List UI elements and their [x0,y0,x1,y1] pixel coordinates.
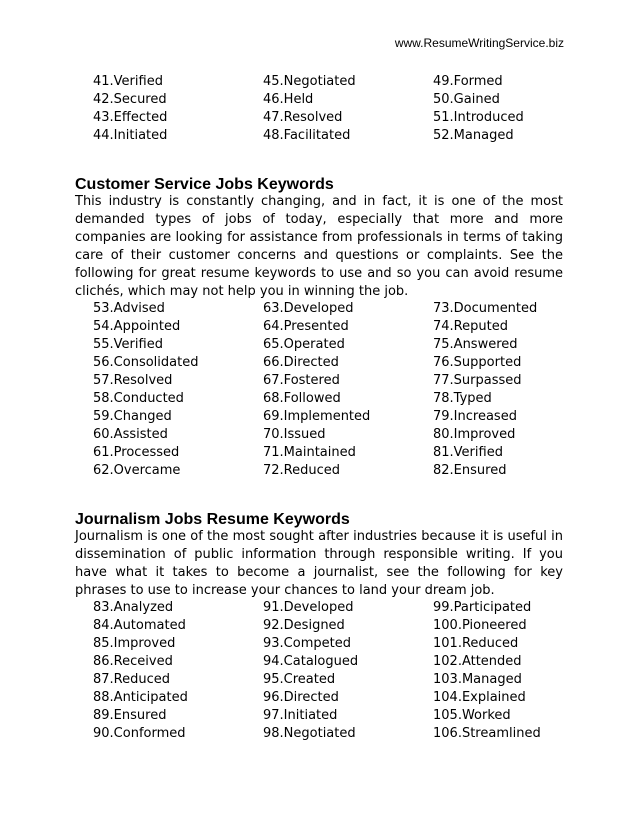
keyword-row [75,635,565,653]
keyword-item: 52.Managed [433,128,514,143]
keyword-list-top [75,73,565,145]
keyword-item: 103.Managed [433,672,522,687]
keyword-row [75,336,565,354]
keyword-item: 73.Documented [433,301,538,316]
keyword-item: 67.Fostered [263,373,340,388]
keyword-item: 48.Facilitated [263,128,351,143]
keyword-item: 74.Reputed [433,319,508,334]
keyword-row [75,707,565,725]
keyword-row [75,599,565,617]
keyword-item: 95.Created [263,672,336,687]
keyword-item: 44.Initiated [93,128,168,143]
keyword-item: 72.Reduced [263,463,341,478]
keyword-row [75,300,565,318]
keyword-item: 99.Participated [433,600,532,615]
keyword-row [75,354,565,372]
keyword-item: 46.Held [263,92,314,107]
keyword-item: 70.Issued [263,427,326,442]
keyword-item: 98.Negotiated [263,726,356,741]
keyword-item: 91.Developed [263,600,354,615]
keyword-row [75,318,565,336]
keyword-item: 60.Assisted [93,427,168,442]
keyword-row [75,653,565,671]
keyword-item: 100.Pioneered [433,618,527,633]
keyword-item: 41.Verified [93,74,163,89]
keyword-item: 75.Answered [433,337,518,352]
keyword-item: 55.Verified [93,337,163,352]
journalism-keyword-list [75,599,565,743]
keyword-item: 69.Implemented [263,409,371,424]
customer-service-body: This industry is constantly changing, and in fact, it is one of the most demanded types of jobs of today, especially that more and more companies are looking for assistance from professionals in terms of taking care of their customer concerns and questions or complaints. See the following for great resume keywords to use and so you can avoid resume clichés, which may not help you in winning the job. [75,194,563,299]
keyword-item: 62.Overcame [93,463,181,478]
keyword-item: 71.Maintained [263,445,356,460]
keyword-row [75,689,565,707]
keyword-item: 49.Formed [433,74,503,89]
keyword-item: 61.Processed [93,445,180,460]
keyword-row [75,127,565,145]
keyword-item: 51.Introduced [433,110,524,125]
keyword-item: 94.Catalogued [263,654,359,669]
keyword-item: 80.Improved [433,427,516,442]
keyword-row [75,372,565,390]
keyword-item: 85.Improved [93,636,176,651]
journalism-body: Journalism is one of the most sought after industries because it is useful in dissemination of public information through responsible writing. If you have what it takes to become a journalist, see the following for key phrases to use to increase your chances to land your dream job. [75,529,563,598]
keyword-item: 50.Gained [433,92,500,107]
customer-service-title: Customer Service Jobs Keywords [75,176,334,193]
keyword-item: 89.Ensured [93,708,167,723]
journalism-title: Journalism Jobs Resume Keywords [75,511,350,528]
keyword-row [75,444,565,462]
keyword-item: 84.Automated [93,618,186,633]
keyword-item: 79.Increased [433,409,517,424]
keyword-item: 57.Resolved [93,373,173,388]
keyword-item: 90.Conformed [93,726,186,741]
keyword-item: 97.Initiated [263,708,338,723]
keyword-item: 106.Streamlined [433,726,541,741]
keyword-row [75,408,565,426]
keyword-item: 66.Directed [263,355,339,370]
keyword-item: 82.Ensured [433,463,507,478]
keyword-item: 54.Appointed [93,319,181,334]
keyword-row [75,390,565,408]
keyword-item: 78.Typed [433,391,492,406]
keyword-row [75,109,565,127]
keyword-item: 59.Changed [93,409,172,424]
keyword-item: 101.Reduced [433,636,519,651]
keyword-item: 86.Received [93,654,173,669]
keyword-item: 77.Surpassed [433,373,522,388]
keyword-item: 47.Resolved [263,110,343,125]
keyword-item: 87.Reduced [93,672,171,687]
keyword-item: 96.Directed [263,690,339,705]
keyword-row [75,725,565,743]
keyword-item: 63.Developed [263,301,354,316]
keyword-item: 102.Attended [433,654,522,669]
keyword-row [75,617,565,635]
keyword-item: 76.Supported [433,355,522,370]
keyword-item: 64.Presented [263,319,349,334]
keyword-item: 88.Anticipated [93,690,188,705]
keyword-item: 68.Followed [263,391,341,406]
keyword-item: 105.Worked [433,708,511,723]
keyword-row [75,671,565,689]
header-url: www.ResumeWritingService.biz [394,36,564,50]
keyword-row [75,91,565,109]
keyword-item: 45.Negotiated [263,74,356,89]
keyword-item: 104.Explained [433,690,526,705]
keyword-item: 53.Advised [93,301,165,316]
keyword-item: 56.Consolidated [93,355,199,370]
keyword-item: 58.Conducted [93,391,184,406]
keyword-item: 93.Competed [263,636,351,651]
keyword-item: 92.Designed [263,618,345,633]
keyword-item: 83.Analyzed [93,600,174,615]
keyword-item: 65.Operated [263,337,345,352]
keyword-row [75,462,565,480]
keyword-row [75,426,565,444]
keyword-item: 42.Secured [93,92,167,107]
customer-service-keyword-list [75,300,565,480]
keyword-item: 43.Effected [93,110,168,125]
keyword-item: 81.Verified [433,445,503,460]
keyword-row [75,73,565,91]
